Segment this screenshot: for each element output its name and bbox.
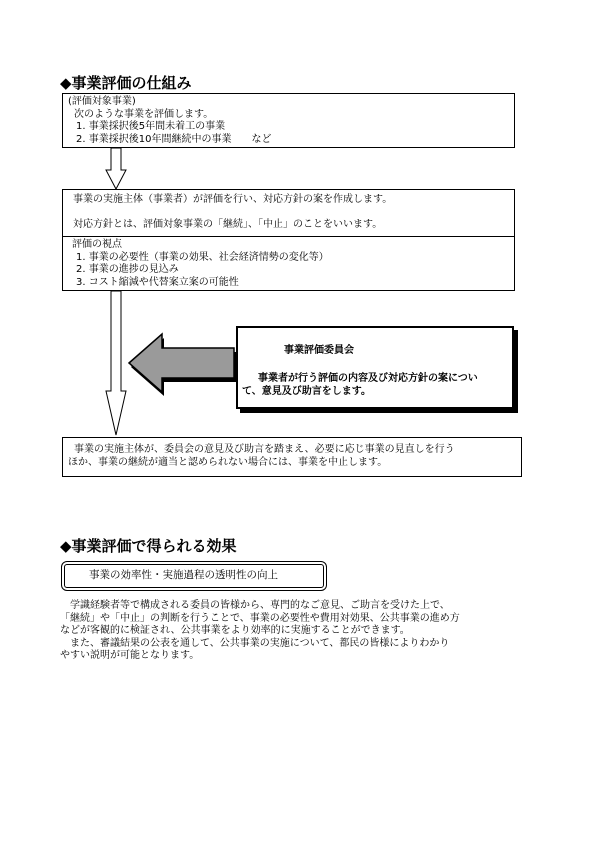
target-projects-item-1: 1. 事業採択後5年間未着工の事業 (76, 121, 226, 132)
committee-role-line-2: て、意見及び助言をします。 (242, 386, 371, 397)
final-action-line-1: 事業の実施主体が、委員会の意見及び助言を踏まえ、必要に応じ事業の見直しを行う (74, 444, 455, 455)
flow-arrow-down-2 (105, 291, 127, 436)
viewpoints-title: 評価の視点 (72, 239, 122, 250)
committee-title: 事業評価委員会 (284, 345, 354, 356)
viewpoint-item-3: 3. コスト縮減や代替案立案の可能性 (76, 276, 239, 288)
response-policy-definition: 対応方針とは、評価対象事業の「継続」、「中止」のことをいいます。 (73, 218, 383, 230)
box-divider (62, 236, 515, 237)
target-projects-intro: 次のような事業を評価します。 (74, 108, 214, 120)
entity-evaluation-line-1: 事業の実施主体（事業者）が評価を行い、対応方針の案を作成します。 (73, 194, 393, 205)
committee-role-line-1: 事業者が行う評価の内容及び対応方針の案につい (258, 373, 478, 384)
paragraph-line-5: やすい説明が可能となります。 (60, 650, 200, 661)
final-action-box (62, 437, 522, 477)
flow-arrow-down-1 (105, 148, 127, 190)
effects-paragraph (60, 600, 460, 663)
paragraph-line-4: また、審議結果の公表を通して、公共事業の実施について、都民の皆様によりわかり (70, 637, 450, 649)
effect-label-text: 事業の効率性・実施過程の透明性の向上 (89, 569, 278, 581)
target-projects-title: (評価対象事業) (68, 96, 136, 107)
final-action-line-2: ほか、事業の継続が適当と認められない場合には、事業を中止します。 (68, 456, 388, 468)
paragraph-line-2: 「継続」や「中止」の判断を行うことで、事業の必要性や費用対効果、公共事業の進め方 (60, 612, 460, 624)
effect-label-box (64, 564, 324, 588)
evaluation-committee-box (236, 326, 514, 409)
viewpoints-block (72, 239, 329, 289)
section-heading-effects: ◆事業評価で得られる効果 (60, 537, 237, 555)
viewpoint-item-1: 1. 事業の必要性（事業の効果、社会経済情勢の変化等） (76, 251, 329, 263)
paragraph-line-3: などが客観的に検証され、公共事業をより効率的に実施することができます。 (60, 625, 410, 636)
viewpoint-item-2: 2. 事業の進捗の見込み (76, 264, 179, 275)
paragraph-line-1: 学識経験者等で構成される委員の皆様から、専門的なご意見、ご助言を受けた上で、 (70, 600, 450, 611)
target-projects-box (62, 93, 515, 148)
committee-feedback-arrow-icon (128, 332, 238, 398)
section-heading-mechanism: ◆事業評価の仕組み (60, 74, 192, 92)
target-projects-item-2: 2. 事業採択後10年間継続中の事業 など (76, 133, 272, 145)
